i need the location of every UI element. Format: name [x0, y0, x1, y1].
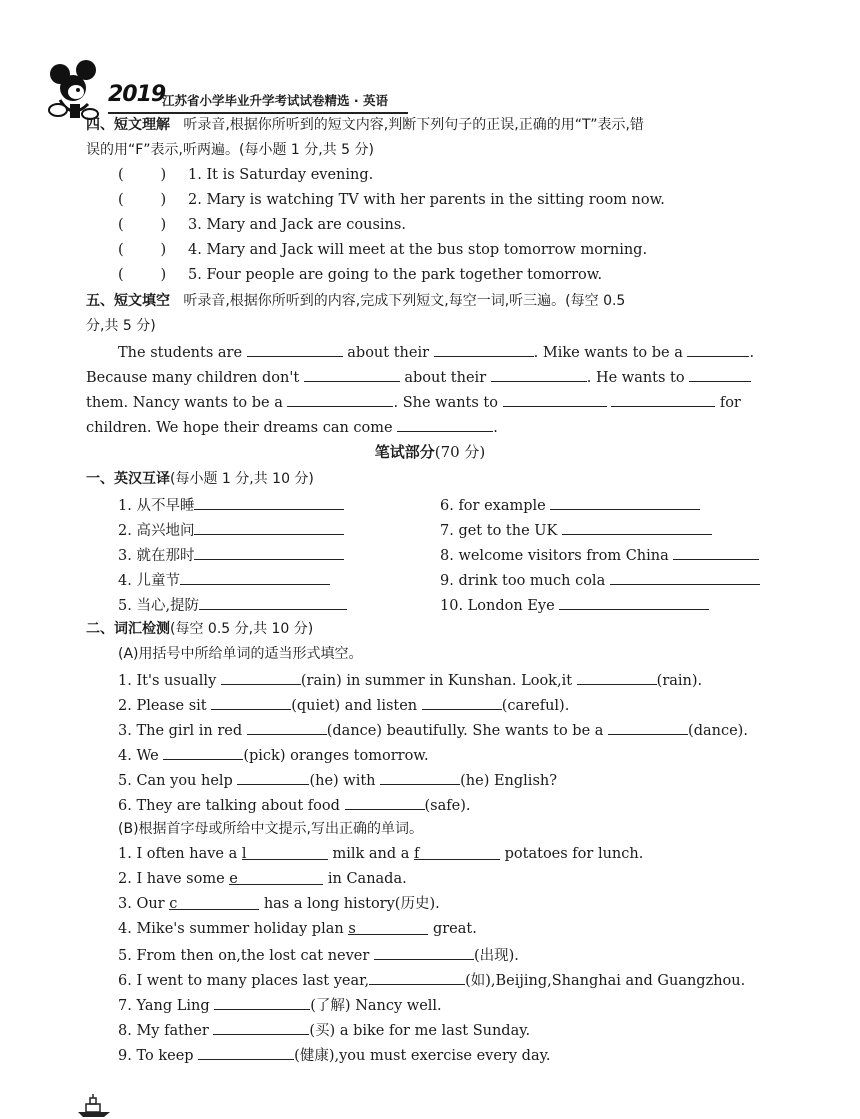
sec2-score: (每空 0.5 分,共 10 分) — [170, 621, 314, 637]
part-a-instruction: (A)用括号中所给单词的适当形式填空。 — [118, 646, 363, 662]
blank[interactable] — [247, 720, 327, 735]
list-item: 7. get to the UK — [440, 520, 712, 540]
list-item: ( ) 3. Mary and Jack are cousins. — [118, 217, 406, 233]
passage-line: them. Nancy wants to be a . She wants to for — [86, 392, 741, 412]
blank[interactable] — [434, 342, 534, 357]
page-header — [40, 60, 420, 122]
blank[interactable] — [247, 342, 343, 357]
sec5-title: 五、短文填空 — [86, 293, 170, 309]
sec1-heading — [86, 470, 314, 488]
list-item: 1. It's usually (rain) in summer in Kunshan. Look,it (rain). — [118, 670, 702, 690]
written-title: 笔试部分 — [374, 443, 435, 461]
blank[interactable] — [491, 367, 587, 382]
list-item: 5. From then on,the lost cat never (出现). — [118, 945, 519, 965]
list-item: 6. I went to many places last year, (如),Beijing,Shanghai and Guangzhou. — [118, 970, 745, 990]
blank[interactable] — [559, 595, 709, 610]
blank[interactable] — [180, 570, 330, 585]
blank[interactable] — [673, 545, 759, 560]
passage-line: Because many children don't about their . He wants to — [86, 367, 751, 387]
list-item: 4. We (pick) oranges tomorrow. — [118, 745, 429, 765]
list-item: 3. 就在那时 — [118, 545, 344, 565]
blank[interactable] — [287, 392, 393, 407]
blank[interactable] — [221, 670, 301, 685]
blank[interactable] — [237, 770, 309, 785]
blank[interactable] — [577, 670, 657, 685]
sec4-instr2: 误的用“F”表示,听两遍。(每小题 1 分,共 5 分) — [86, 142, 374, 158]
list-item: ( ) 4. Mary and Jack will meet at the bus stop tomorrow morning. — [118, 242, 648, 258]
blank[interactable]: l — [242, 845, 328, 860]
sec1-title: 一、英汉互译 — [86, 471, 170, 487]
blank[interactable] — [550, 495, 700, 510]
passage-line: children. We hope their dreams can come . — [86, 417, 498, 437]
sec4-title: 四、短文理解 — [86, 117, 170, 133]
blank[interactable] — [214, 995, 310, 1010]
list-item: 8. My father (买) a bike for me last Sunday. — [118, 1020, 530, 1040]
blank[interactable] — [194, 520, 344, 535]
blank[interactable] — [213, 1020, 309, 1035]
list-item: ( ) 2. Mary is watching TV with her parents in the sitting room now. — [118, 192, 665, 208]
blank[interactable] — [380, 770, 460, 785]
list-item: 5. 当心,提防 — [118, 595, 347, 615]
blank[interactable]: e — [229, 870, 323, 885]
list-item: 5. Can you help (he) with (he) English? — [118, 770, 557, 790]
sec2-title: 二、词汇检测 — [86, 621, 170, 637]
blank[interactable] — [608, 720, 688, 735]
blank[interactable] — [687, 342, 749, 357]
list-item: 8. welcome visitors from China — [440, 545, 759, 565]
blank[interactable] — [562, 520, 712, 535]
passage-line: The students are about their . Mike wants to be a . — [118, 342, 754, 362]
list-item: ( ) 1. It is Saturday evening. — [118, 167, 374, 183]
written-score: (70 分) — [434, 443, 486, 461]
blank[interactable] — [304, 367, 400, 382]
blank[interactable] — [194, 545, 344, 560]
sec2-heading — [86, 620, 313, 638]
sec4-instr1: 听录音,根据你所听到的短文内容,判断下列句子的正误,正确的用“T”表示,错 — [183, 117, 644, 133]
blank[interactable]: c — [169, 895, 259, 910]
blank[interactable] — [689, 367, 751, 382]
list-item: 2. I have some e in Canada. — [118, 871, 407, 887]
header-year: 2019 — [108, 82, 166, 107]
blank[interactable]: s — [348, 920, 428, 935]
blank[interactable] — [610, 570, 760, 585]
blank[interactable] — [422, 695, 502, 710]
blank[interactable] — [194, 495, 344, 510]
blank[interactable] — [611, 392, 715, 407]
list-item: 6. They are talking about food (safe). — [118, 795, 470, 815]
blank[interactable] — [397, 417, 493, 432]
blank[interactable] — [345, 795, 425, 810]
written-part-heading — [0, 441, 860, 462]
blank[interactable] — [503, 392, 607, 407]
sec1-score: (每小题 1 分,共 10 分) — [170, 471, 314, 487]
blank[interactable] — [199, 595, 347, 610]
list-item: 4. 儿童节 — [118, 570, 330, 590]
blank[interactable] — [163, 745, 243, 760]
blank[interactable] — [374, 945, 474, 960]
header-title: 江苏省小学毕业升学考试试卷精选 · 英语 — [162, 93, 388, 108]
blank[interactable] — [369, 970, 465, 985]
list-item: 7. Yang Ling (了解) Nancy well. — [118, 995, 442, 1015]
list-item: 3. Our c has a long history(历史). — [118, 896, 440, 912]
blank[interactable] — [211, 695, 291, 710]
list-item: 1. I often have a l milk and a f potatoes for lunch. — [118, 846, 644, 862]
sec4-heading — [86, 116, 644, 134]
list-item: 4. Mike's summer holiday plan s great. — [118, 921, 477, 937]
part-b-instruction: (B)根据首字母或所给中文提示,写出正确的单词。 — [118, 821, 423, 837]
list-item: 6. for example — [440, 495, 700, 515]
sec5-instr1: 听录音,根据你所听到的内容,完成下列短文,每空一词,听三遍。(每空 0.5 — [183, 293, 626, 309]
list-item: 2. 高兴地问 — [118, 520, 344, 540]
header-rule — [108, 112, 408, 114]
list-item: 9. To keep (健康),you must exercise every day. — [118, 1045, 550, 1065]
ship-icon — [74, 1094, 114, 1118]
list-item: 2. Please sit (quiet) and listen (careful). — [118, 695, 569, 715]
sec5-instr2: 分,共 5 分) — [86, 318, 156, 334]
list-item: 10. London Eye — [440, 595, 709, 615]
blank[interactable] — [198, 1045, 294, 1060]
list-item: 9. drink too much cola — [440, 570, 760, 590]
sec5-heading — [86, 292, 625, 310]
list-item: 3. The girl in red (dance) beautifully. She wants to be a (dance). — [118, 720, 748, 740]
blank[interactable]: f — [414, 845, 500, 860]
list-item: 1. 从不早睡 — [118, 495, 344, 515]
list-item: ( ) 5. Four people are going to the park together tomorrow. — [118, 267, 603, 283]
